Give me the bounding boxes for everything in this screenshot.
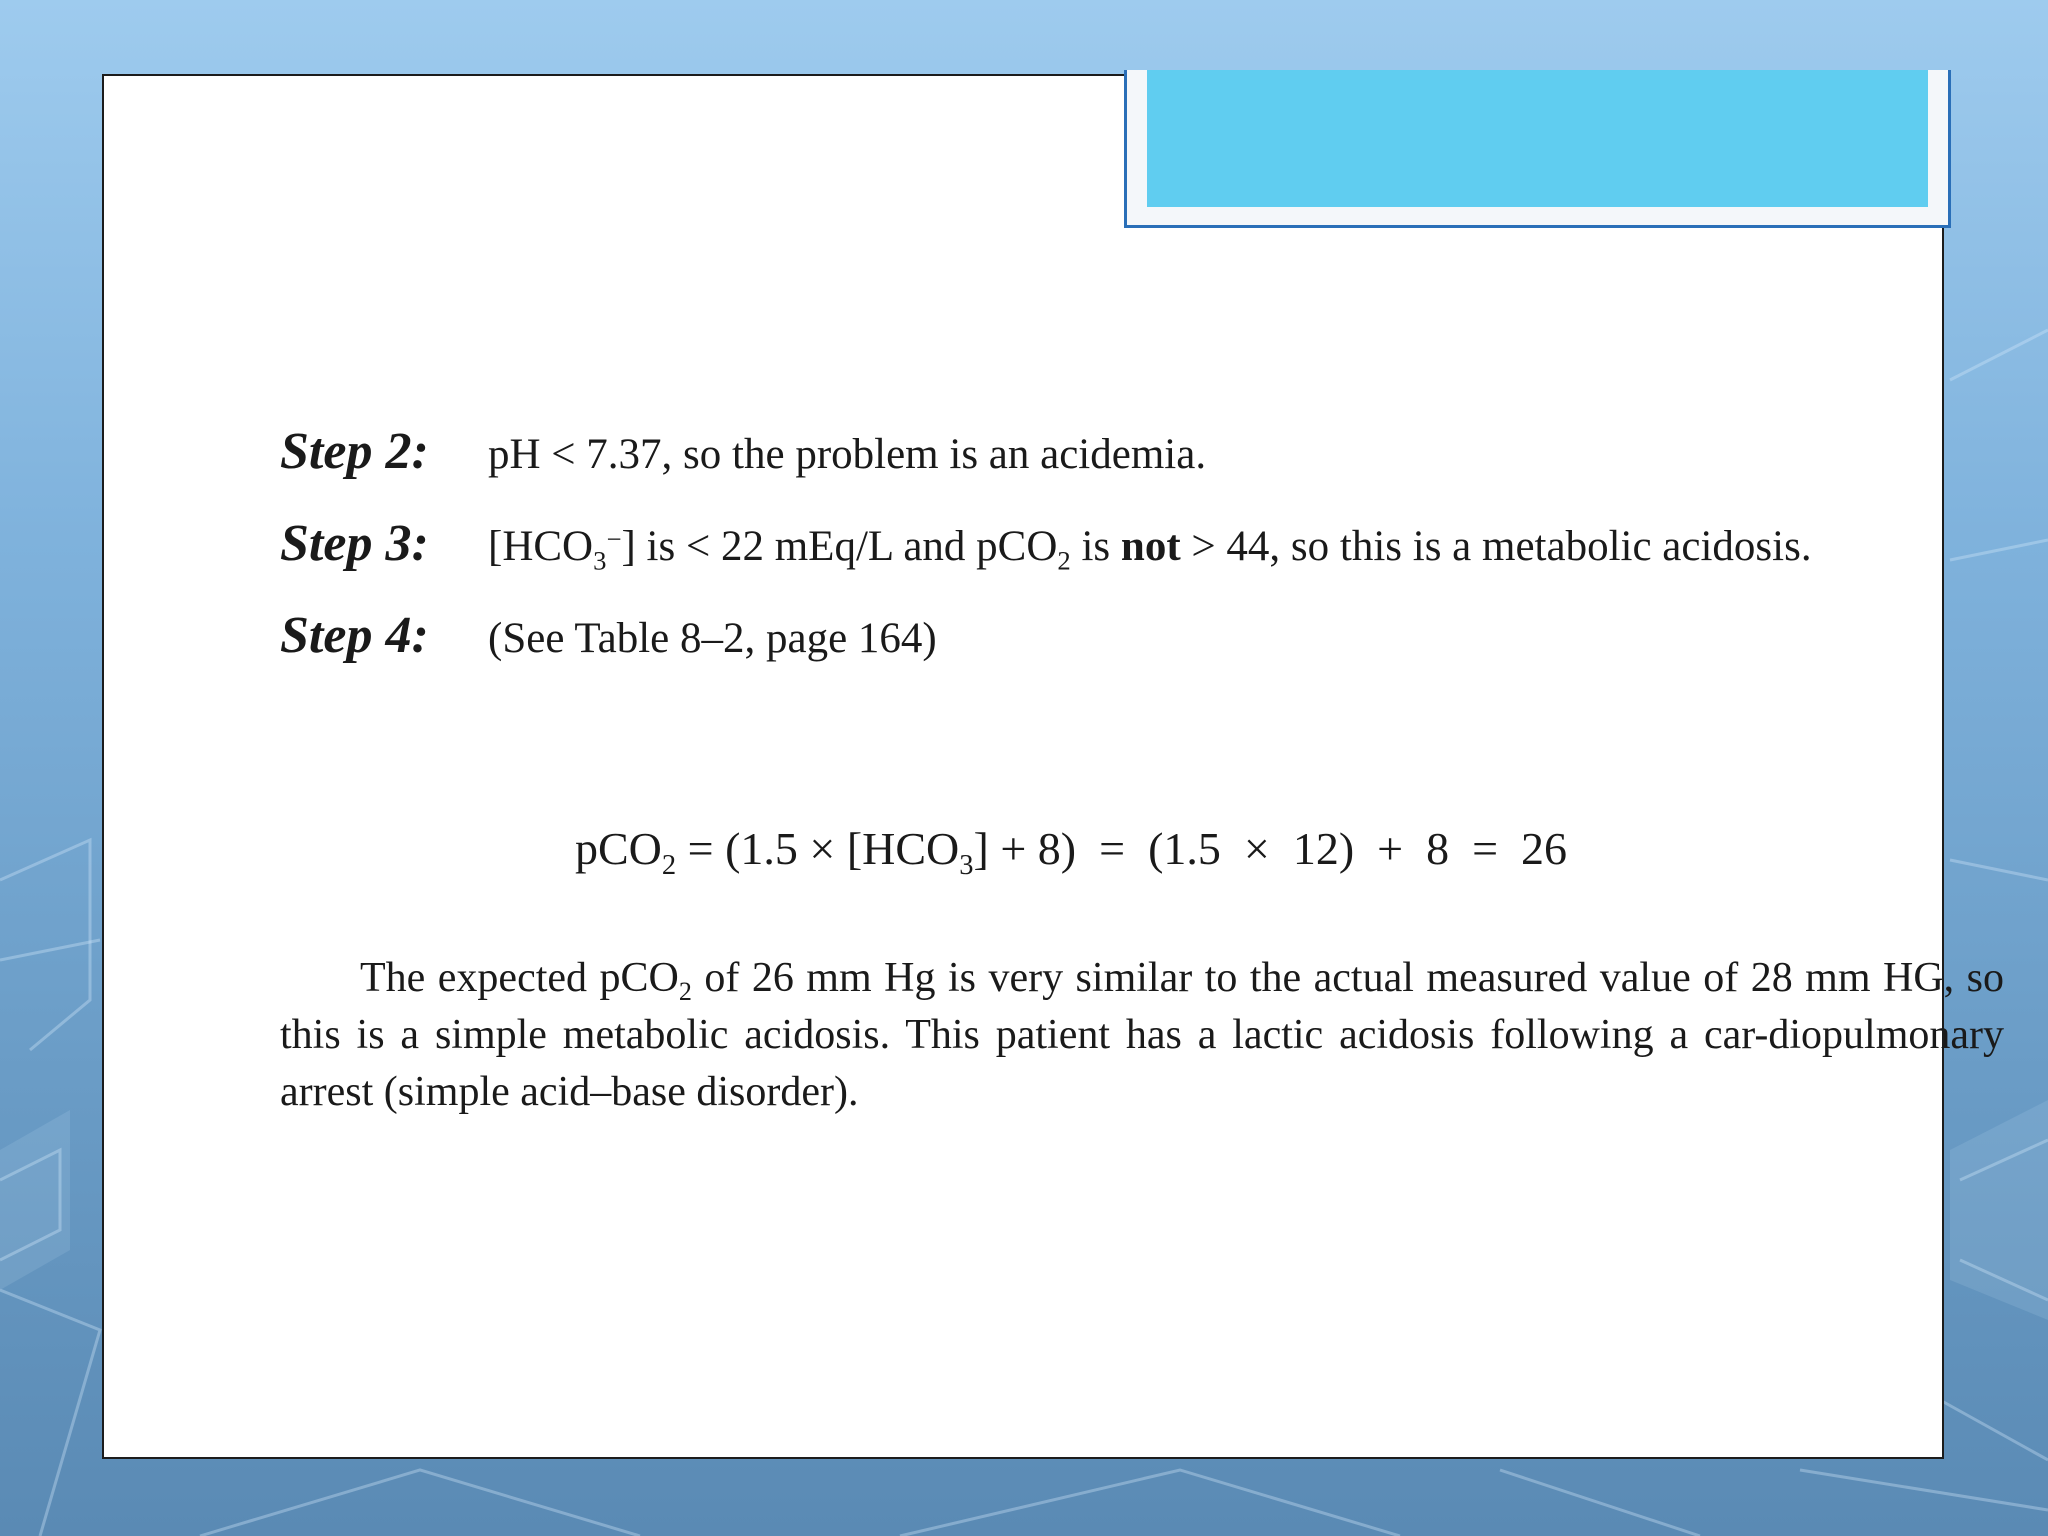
equation-part-b: ] + 8): [973, 823, 1077, 874]
step-3-text-part4: > 44, so this is a metabolic acidosis.: [1180, 523, 1812, 570]
step-3-hco3-subscript: 3: [593, 545, 607, 576]
pco2-equation: [104, 822, 1942, 881]
step-2-row: [280, 422, 1206, 481]
step-2-text: pH < 7.37, so the problem is an acidemia.: [488, 431, 1207, 478]
paragraph-part1: The expected pCO: [360, 955, 679, 1001]
equation-hco3-subscript: 3: [959, 849, 974, 881]
equation-lhs-subscript: 2: [661, 849, 677, 881]
step-3-emphasis: not: [1120, 523, 1181, 570]
step-3-hco3-superscript: −: [606, 524, 622, 555]
step-3-label: Step 3:: [280, 515, 429, 572]
step-3-text-part3: is: [1070, 523, 1121, 570]
slide-panel: [102, 74, 2004, 1459]
step-4-label: Step 4:: [280, 607, 429, 664]
paragraph-part2: of 26 mm Hg is very similar to the actual measured value of 28 mm HG, so this is a simple metabolic acidosis. This patient has a lactic acidosis following a car-diopulmonary arrest (simple acid–base disorder).: [280, 955, 2004, 1115]
equation-result: = (1.5 × 12) + 8 = 26: [1076, 823, 1568, 874]
explanation-paragraph: [280, 950, 2004, 1121]
step-3-text: [488, 522, 1812, 576]
title-placeholder-fill: [1147, 70, 1928, 207]
step-3-row: [280, 514, 1812, 576]
equation-lhs: pCO: [574, 823, 662, 874]
paragraph-pco2-subscript: 2: [678, 977, 692, 1007]
step-3-pco2-subscript: 2: [1057, 545, 1071, 576]
step-2-label: Step 2:: [280, 423, 429, 480]
title-placeholder-tab: [1124, 70, 1951, 228]
step-4-text: (See Table 8–2, page 164): [488, 615, 937, 662]
equation-part-a: = (1.5 × [HCO: [676, 823, 960, 874]
step-3-text-part2: ] is < 22 mEq/L and pCO: [621, 523, 1058, 570]
step-3-text-part1: [HCO: [488, 523, 594, 570]
step-4-row: [280, 606, 937, 665]
